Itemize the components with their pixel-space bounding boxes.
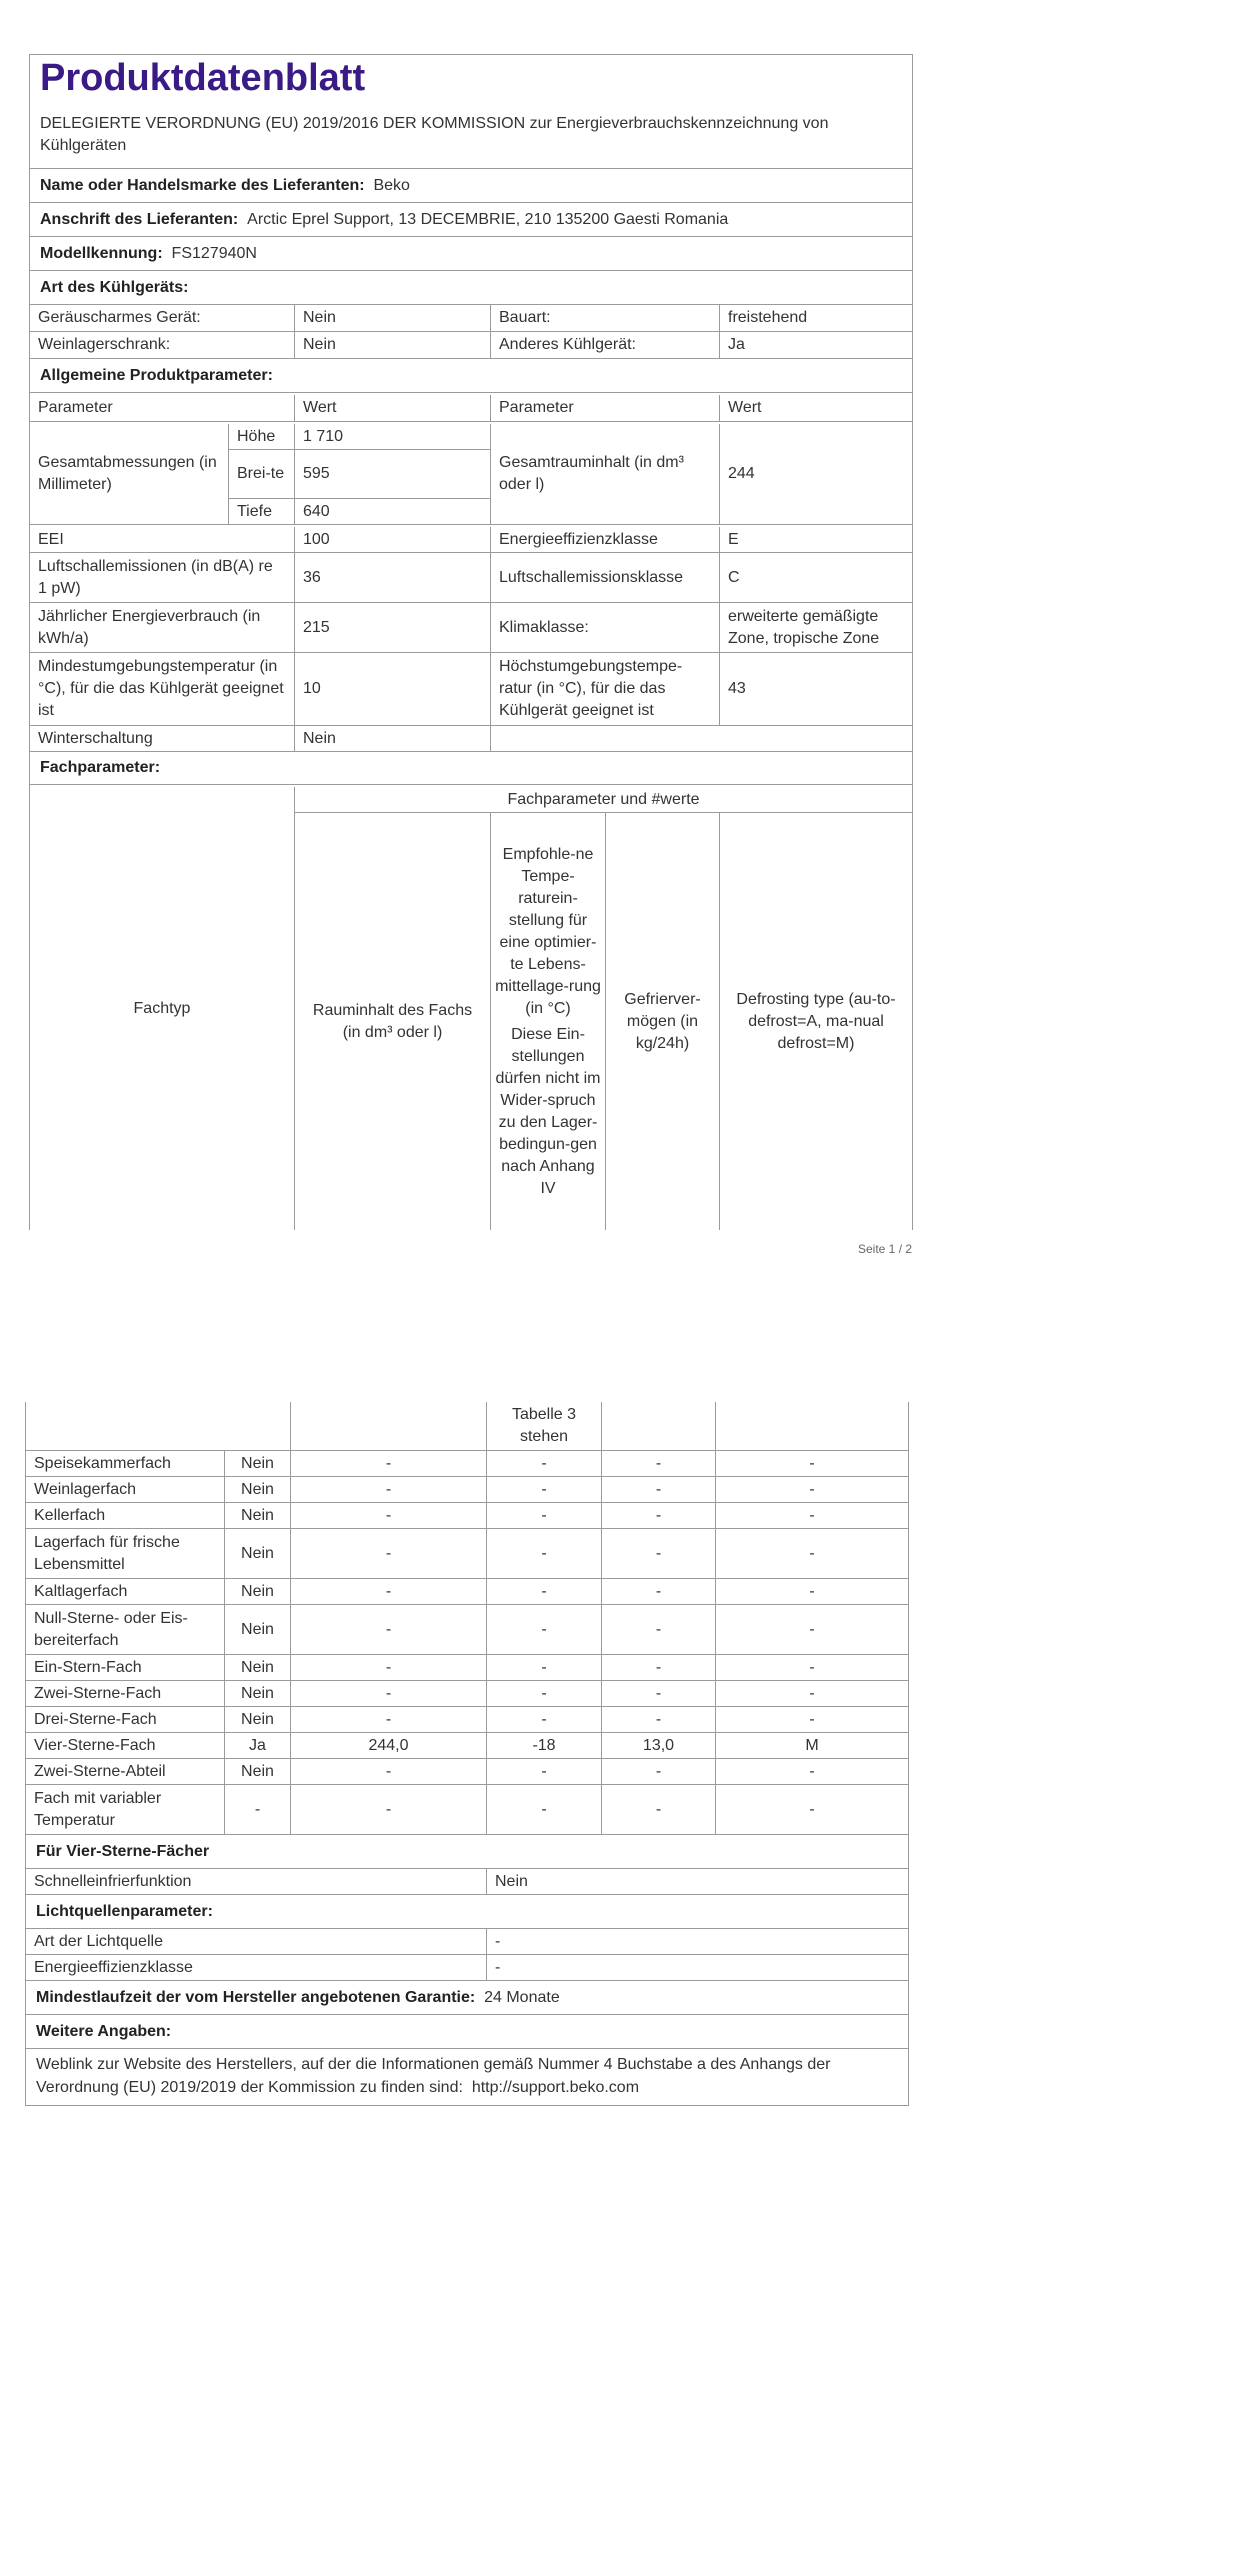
compartment-freeze: - bbox=[602, 1477, 716, 1503]
compartment-name: Zwei-Sterne-Abteil bbox=[26, 1759, 225, 1785]
address-row bbox=[30, 203, 912, 237]
temp-header-cell bbox=[491, 813, 606, 1230]
compartment-present: Ja bbox=[225, 1733, 291, 1759]
defrost-header: Defrosting type (au-to-defrost=A, ma-nual defrost=M) bbox=[736, 990, 896, 1052]
datasheet-page-1 bbox=[29, 54, 913, 1230]
noise-label: Luftschallemissionen (in dB(A) re 1 pW) bbox=[30, 553, 295, 603]
header-block bbox=[30, 55, 912, 169]
warranty-label: Mindestlaufzeit der vom Hersteller angebotenen Garantie: bbox=[36, 1988, 476, 2006]
volume-label: Gesamtrauminhalt (in dm³ oder l) bbox=[491, 424, 720, 525]
col-parameter-2: Parameter bbox=[491, 395, 720, 422]
model-label: Modellkennung: bbox=[40, 244, 163, 262]
compartment-name: Ein-Stern-Fach bbox=[26, 1655, 225, 1681]
compartment-temp: - bbox=[487, 1681, 602, 1707]
compartment-present: Nein bbox=[225, 1451, 291, 1477]
climate-value: erweiterte gemäßigte Zone, tropische Zone bbox=[720, 603, 912, 653]
compartment-present: Nein bbox=[225, 1477, 291, 1503]
temp-header: Empfohle-ne Tempe-raturein-stellung für eine optimier-te Lebens-mittellage-rung (in °C) bbox=[495, 845, 601, 1017]
compartment-present: Nein bbox=[225, 1529, 291, 1579]
light-heading: Lichtquellenparameter: bbox=[36, 1902, 213, 1920]
eei-label: EEI bbox=[30, 527, 295, 553]
four-star-heading: Für Vier-Sterne-Fächer bbox=[36, 1842, 210, 1860]
compartment-volume: - bbox=[291, 1655, 487, 1681]
compartment-name: Lagerfach für frische Lebensmittel bbox=[26, 1529, 225, 1579]
compartment-defrost: - bbox=[716, 1477, 908, 1503]
winter-value: Nein bbox=[295, 726, 491, 752]
freeze-header-cont bbox=[602, 1402, 716, 1451]
compartment-defrost: - bbox=[716, 1503, 908, 1529]
compartment-temp: - bbox=[487, 1605, 602, 1655]
winter-empty bbox=[491, 726, 912, 752]
compartment-volume: - bbox=[291, 1579, 487, 1605]
min-temp-label: Mindestumgebungstemperatur (in °C), für die das Kühlgerät geeignet ist bbox=[30, 653, 295, 726]
compartment-name: Speisekammerfach bbox=[26, 1451, 225, 1477]
compartment-volume: - bbox=[291, 1605, 487, 1655]
compartment-volume: - bbox=[291, 1451, 487, 1477]
compartment-defrost: - bbox=[716, 1707, 908, 1733]
temp-note: Diese Ein-stellungen dürfen nicht im Wider-spruch zu den Lager-bedingun-gen nach Anhang IV bbox=[495, 1025, 601, 1197]
compartment-present: Nein bbox=[225, 1707, 291, 1733]
compartment-present: Nein bbox=[225, 1655, 291, 1681]
general-heading-text: Allgemeine Produktparameter: bbox=[40, 366, 273, 384]
compartment-freeze: - bbox=[602, 1451, 716, 1477]
compartment-temp: - bbox=[487, 1503, 602, 1529]
compartment-temp: - bbox=[487, 1785, 602, 1835]
compartment-freeze: - bbox=[602, 1759, 716, 1785]
max-temp-label: Höchstumgebungstempe-ratur (in °C), für die das Kühlgerät geeignet ist bbox=[491, 653, 720, 726]
fast-freeze-value: Nein bbox=[487, 1869, 908, 1895]
climate-label: Klimaklasse: bbox=[491, 603, 720, 653]
compartment-volume: 244,0 bbox=[291, 1733, 487, 1759]
width-value: 595 bbox=[295, 450, 491, 499]
compartment-volume: - bbox=[291, 1681, 487, 1707]
depth-value: 640 bbox=[295, 499, 491, 525]
freeze-header: Gefrierver-mögen (in kg/24h) bbox=[606, 813, 720, 1230]
compartment-defrost: M bbox=[716, 1733, 908, 1759]
compartment-freeze: - bbox=[602, 1681, 716, 1707]
compartment-present: Nein bbox=[225, 1605, 291, 1655]
light-class-label: Energieeffizienzklasse bbox=[26, 1955, 487, 1981]
max-temp-value: 43 bbox=[720, 653, 912, 726]
model-value: FS127940N bbox=[171, 244, 257, 262]
compartment-freeze: - bbox=[602, 1579, 716, 1605]
compartment-name: Vier-Sterne-Fach bbox=[26, 1733, 225, 1759]
manufacturer-link[interactable]: http://support.beko.com bbox=[471, 2079, 640, 2096]
light-class-value: - bbox=[487, 1955, 908, 1981]
energy-consumption-label: Jährlicher Energieverbrauch (in kWh/a) bbox=[30, 603, 295, 653]
compartment-temp: - bbox=[487, 1579, 602, 1605]
compartment-present: - bbox=[225, 1785, 291, 1835]
height-value: 1 710 bbox=[295, 424, 491, 450]
compartment-present: Nein bbox=[225, 1579, 291, 1605]
warranty-value: 24 Monate bbox=[484, 1988, 560, 2006]
further-info bbox=[36, 2053, 896, 2099]
compartment-volume: - bbox=[291, 1529, 487, 1579]
wine-label: Weinlagerschrank: bbox=[30, 332, 295, 359]
model-row bbox=[30, 237, 912, 271]
device-type-heading-text: Art des Kühlgeräts: bbox=[40, 278, 189, 296]
general-heading bbox=[30, 359, 912, 393]
datasheet-page-2 bbox=[25, 1402, 909, 2106]
device-type-heading bbox=[30, 271, 912, 305]
compartment-temp: - bbox=[487, 1451, 602, 1477]
height-label: Höhe bbox=[229, 424, 295, 450]
compartment-present: Nein bbox=[225, 1759, 291, 1785]
compartment-defrost: - bbox=[716, 1529, 908, 1579]
other-cooler-label: Anderes Kühlgerät: bbox=[491, 332, 720, 359]
col-value: Wert bbox=[295, 395, 491, 422]
compartment-temp: - bbox=[487, 1759, 602, 1785]
further-text: Weblink zur Website des Herstellers, auf der die Informationen gemäß Nummer 4 Buchstabe a des Anhangs der Verordnung (EU) 2019/2019 der Kommission zu finden sind: bbox=[36, 2056, 831, 2096]
compartment-volume: - bbox=[291, 1785, 487, 1835]
address-label: Anschrift des Lieferanten: bbox=[40, 210, 239, 228]
page-title: Produktdatenblatt bbox=[40, 57, 366, 99]
compartment-name: Kellerfach bbox=[26, 1503, 225, 1529]
noise-value: 36 bbox=[295, 553, 491, 603]
compartments-heading-text: Fachparameter: bbox=[40, 759, 161, 776]
compartment-temp: - bbox=[487, 1707, 602, 1733]
compartment-temp: - bbox=[487, 1477, 602, 1503]
build-label: Bauart: bbox=[491, 305, 720, 332]
compartment-freeze: - bbox=[602, 1529, 716, 1579]
compartments-heading bbox=[30, 752, 912, 785]
compartment-freeze: - bbox=[602, 1605, 716, 1655]
dims-label: Gesamtabmessungen (in Millimeter) bbox=[30, 424, 229, 525]
wine-value: Nein bbox=[295, 332, 491, 359]
compartment-name: Kaltlagerfach bbox=[26, 1579, 225, 1605]
compartment-defrost: - bbox=[716, 1451, 908, 1477]
energy-class-value: E bbox=[720, 527, 912, 553]
compartment-defrost: - bbox=[716, 1605, 908, 1655]
low-noise-value: Nein bbox=[295, 305, 491, 332]
compartment-freeze: 13,0 bbox=[602, 1733, 716, 1759]
winter-label: Winterschaltung bbox=[30, 726, 295, 752]
compartment-volume: - bbox=[291, 1503, 487, 1529]
compartment-freeze: - bbox=[602, 1655, 716, 1681]
supplier-row bbox=[30, 169, 912, 203]
build-value: freistehend bbox=[720, 305, 912, 332]
fast-freeze-label: Schnelleinfrierfunktion bbox=[26, 1869, 487, 1895]
compartment-present: Nein bbox=[225, 1503, 291, 1529]
compartment-volume: - bbox=[291, 1759, 487, 1785]
low-noise-label: Geräuscharmes Gerät: bbox=[30, 305, 295, 332]
compartment-defrost: - bbox=[716, 1785, 908, 1835]
compartment-temp: -18 bbox=[487, 1733, 602, 1759]
supplier-value: Beko bbox=[373, 176, 410, 194]
width-label: Brei-te bbox=[229, 450, 295, 499]
compartment-freeze: - bbox=[602, 1707, 716, 1733]
further-heading: Weitere Angaben: bbox=[36, 2022, 172, 2040]
compartment-type-header: Fachtyp bbox=[30, 787, 295, 1230]
min-temp-value: 10 bbox=[295, 653, 491, 726]
eei-value: 100 bbox=[295, 527, 491, 553]
four-star-heading-row bbox=[26, 1835, 908, 1869]
light-heading-row bbox=[26, 1895, 908, 1929]
compartment-freeze: - bbox=[602, 1503, 716, 1529]
compartment-name: Weinlagerfach bbox=[26, 1477, 225, 1503]
compartment-volume: - bbox=[291, 1707, 487, 1733]
regulation-text: DELEGIERTE VERORDNUNG (EU) 2019/2016 DER KOMMISSION zur Energieverbrauchskennzeichnung von Kühlgeräten bbox=[40, 115, 829, 154]
energy-consumption-value: 215 bbox=[295, 603, 491, 653]
volume-value: 244 bbox=[720, 424, 912, 525]
other-cooler-value: Ja bbox=[720, 332, 912, 359]
compartment-present: Nein bbox=[225, 1681, 291, 1707]
compartment-defrost: - bbox=[716, 1579, 908, 1605]
col-value-2: Wert bbox=[720, 395, 912, 422]
compartment-freeze: - bbox=[602, 1785, 716, 1835]
compartment-defrost: - bbox=[716, 1759, 908, 1785]
address-value: Arctic Eprel Support, 13 DECEMBRIE, 210 135200 Gaesti Romania bbox=[247, 210, 729, 228]
noise-class-value: C bbox=[720, 553, 912, 603]
compartment-name: Fach mit variabler Temperatur bbox=[26, 1785, 225, 1835]
compartment-params-header: Fachparameter und #werte bbox=[295, 787, 912, 813]
supplier-label: Name oder Handelsmarke des Lieferanten: bbox=[40, 176, 365, 194]
volume-header-cont bbox=[291, 1402, 487, 1451]
compartment-name: Null-Sterne- oder Eis-bereiterfach bbox=[26, 1605, 225, 1655]
compartment-name: Zwei-Sterne-Fach bbox=[26, 1681, 225, 1707]
compartment-temp: - bbox=[487, 1529, 602, 1579]
compartment-name: Drei-Sterne-Fach bbox=[26, 1707, 225, 1733]
noise-class-label: Luftschallemissionsklasse bbox=[491, 553, 720, 603]
compartment-defrost: - bbox=[716, 1655, 908, 1681]
light-type-label: Art der Lichtquelle bbox=[26, 1929, 487, 1955]
compartment-temp: - bbox=[487, 1655, 602, 1681]
col-parameter: Parameter bbox=[30, 395, 295, 422]
defrost-header-cont bbox=[716, 1402, 908, 1451]
depth-label: Tiefe bbox=[229, 499, 295, 525]
light-type-value: - bbox=[487, 1929, 908, 1955]
compartment-volume: - bbox=[291, 1477, 487, 1503]
energy-class-label: Energieeffizienzklasse bbox=[491, 527, 720, 553]
warranty-row bbox=[26, 1981, 908, 2015]
compartment-defrost: - bbox=[716, 1681, 908, 1707]
page-number: Seite 1 / 2 bbox=[858, 1242, 913, 1256]
further-heading-row bbox=[26, 2015, 908, 2049]
temp-note-cont: Tabelle 3 stehen bbox=[487, 1402, 602, 1451]
volume-header: Rauminhalt des Fachs (in dm³ oder l) bbox=[295, 813, 491, 1230]
type-header-cont bbox=[26, 1402, 291, 1451]
